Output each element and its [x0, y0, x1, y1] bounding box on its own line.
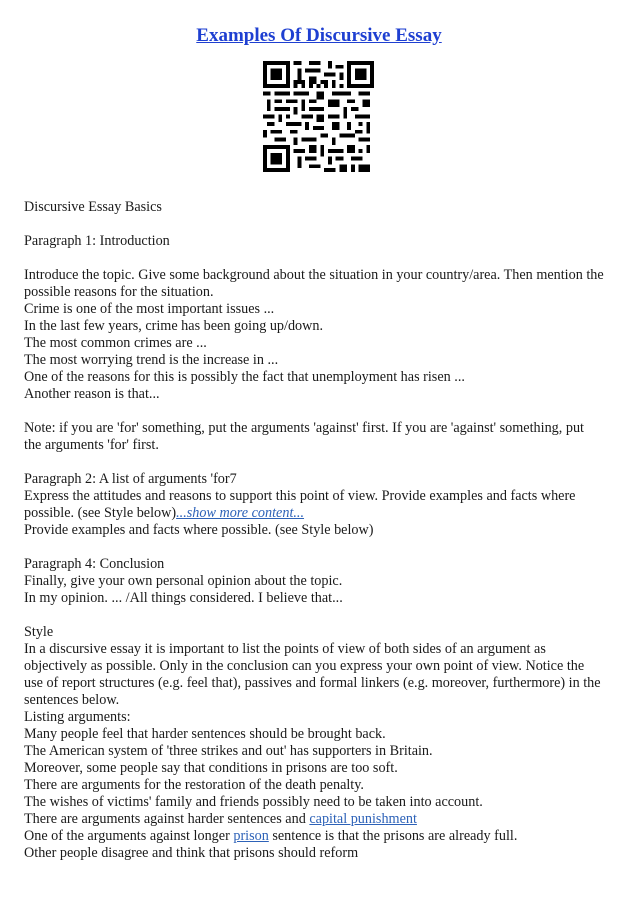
prison-line-suffix: sentence is that the prisons are already full.	[268, 828, 518, 844]
intro-line: The most common crimes are ...	[24, 335, 207, 351]
intro-line: In the last few years, crime has been going up/down.	[24, 318, 324, 334]
paragraph4-line: Finally, give your own personal opinion about the topic.	[24, 573, 343, 589]
paragraph2-line: Provide examples and facts where possible. (see Style below)	[24, 522, 374, 538]
listing-line: The wishes of victims' family and friends possibly need to be taken into account.	[24, 794, 483, 810]
prison-line-prefix: One of the arguments against longer	[24, 828, 234, 844]
listing-line: The American system of 'three strikes and out' has supporters in Britain.	[24, 743, 433, 759]
capital-line-text: There are arguments against harder sentences and	[24, 811, 310, 827]
note-text: Note: if you are 'for' something, put the arguments 'against' first. If you are 'against' something, put the arguments 'for' first.	[24, 420, 584, 453]
qr-code-icon	[263, 61, 374, 172]
intro-line: Crime is one of the most important issues ...	[24, 301, 275, 317]
document-body	[24, 199, 604, 862]
document-title[interactable]: Examples Of Discursive Essay	[196, 25, 442, 46]
paragraph4-title: Paragraph 4: Conclusion	[24, 556, 165, 572]
last-line: Other people disagree and think that prisons should reform	[24, 845, 359, 861]
prison-line	[24, 828, 604, 845]
intro-line: The most worrying trend is the increase in ...	[24, 352, 279, 368]
listing-line: Many people feel that harder sentences should be brought back.	[24, 726, 386, 742]
prison-link[interactable]: prison	[233, 828, 269, 844]
intro-text: Introduce the topic. Give some background about the situation in your country/area. Then mention the possible reasons for the situation.	[24, 267, 604, 300]
listing-title: Listing arguments:	[24, 709, 131, 725]
capital-punishment-line	[24, 811, 604, 828]
paragraph4-line: In my opinion. ... /All things considered. I believe that...	[24, 590, 343, 606]
paragraph2-title: Paragraph 2: A list of arguments 'for7	[24, 471, 237, 487]
listing-line: There are arguments for the restoration of the death penalty.	[24, 777, 364, 793]
intro-line: One of the reasons for this is possibly the fact that unemployment has risen ...	[24, 369, 465, 385]
listing-line: Moreover, some people say that conditions in prisons are too soft.	[24, 760, 398, 776]
section-heading: Discursive Essay Basics	[24, 199, 162, 215]
style-title: Style	[24, 624, 54, 640]
show-more-link[interactable]: ...show more content...	[176, 505, 305, 521]
intro-line: Another reason is that...	[24, 386, 160, 402]
paragraph1-title: Paragraph 1: Introduction	[24, 233, 170, 249]
capital-punishment-link[interactable]: capital punishment	[309, 811, 417, 827]
paragraph2-body: Express the attitudes and reasons to support this point of view. Provide examples and facts where possible. (see Style below)	[24, 488, 576, 521]
style-text: In a discursive essay it is important to list the points of view of both sides of an argument as objectively as possible. Only in the conclusion can you express your own point of view. Notice the use of report structures (e.g. feel that), passives and formal linkers (e.g. moreover, furthermore) in the sentences below.	[24, 641, 601, 708]
paragraph2-text	[24, 488, 604, 522]
